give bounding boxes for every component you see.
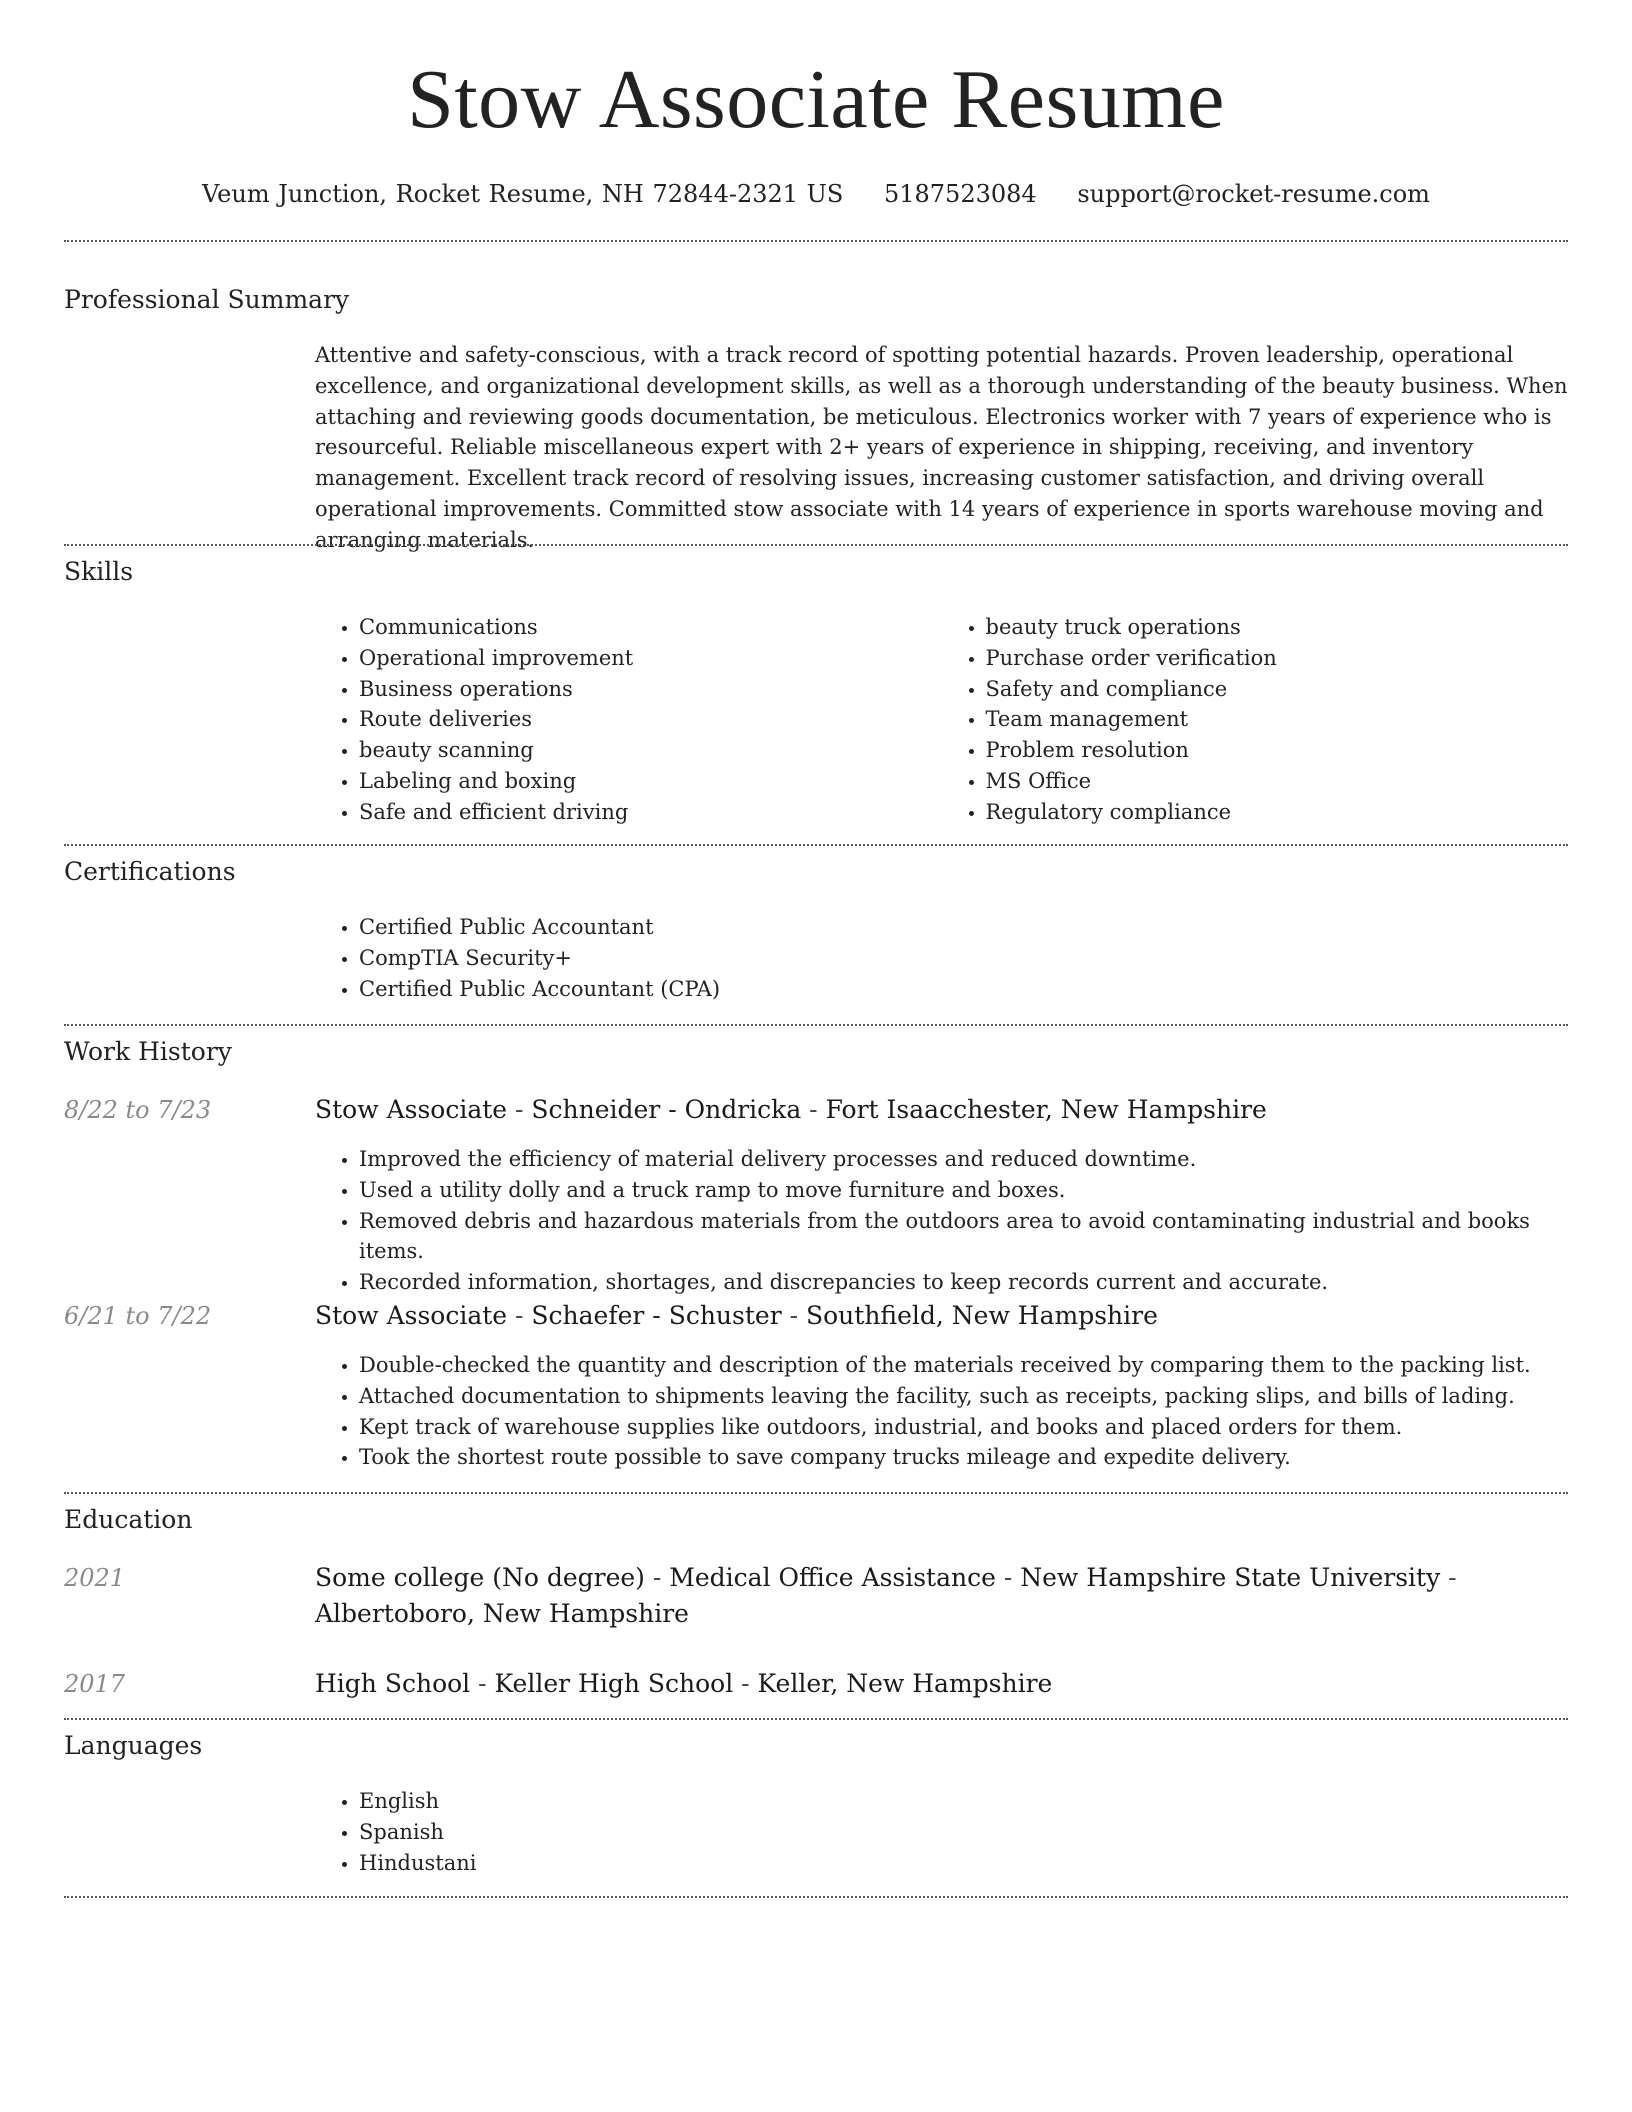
resume-header	[64, 52, 1568, 210]
job-company: Schneider - Ondricka	[531, 1095, 802, 1124]
certifications-heading: Certifications	[64, 857, 236, 886]
education-degree: High School	[315, 1669, 471, 1698]
education-entry: High School - Keller High School - Keller, New Hampshire	[315, 1669, 1053, 1698]
job-dates: 6/21 to 7/22	[64, 1302, 212, 1330]
skill-item: • Regulatory compliance	[986, 797, 1569, 828]
skill-item: • Communications	[359, 612, 942, 643]
skills-heading: Skills	[64, 557, 134, 586]
skill-item: • Labeling and boxing	[359, 766, 942, 797]
skill-item: • Safe and efficient driving	[359, 797, 942, 828]
skill-item: • Safety and compliance	[986, 674, 1569, 705]
language-item: • Hindustani	[359, 1848, 1568, 1879]
section-divider	[64, 544, 1568, 546]
skill-item: • Problem resolution	[986, 735, 1569, 766]
section-divider	[64, 1718, 1568, 1720]
languages-heading: Languages	[64, 1731, 203, 1760]
skill-item: • MS Office	[986, 766, 1569, 797]
job-bullet: • Recorded information, shortages, and discrepancies to keep records current and accurate.	[359, 1267, 1568, 1298]
skill-item: • beauty truck operations	[986, 612, 1569, 643]
language-item: • Spanish	[359, 1817, 1568, 1848]
skill-item: • Business operations	[359, 674, 942, 705]
contact-line	[64, 178, 1568, 210]
skill-item: • Route deliveries	[359, 704, 942, 735]
job-location: Southfield, New Hampshire	[806, 1301, 1158, 1330]
certification-item: • Certified Public Accountant	[359, 912, 1568, 943]
education-heading: Education	[64, 1505, 193, 1534]
certification-item: • CompTIA Security+	[359, 943, 1568, 974]
job-bullet: • Removed debris and hazardous materials from the outdoors area to avoid contaminating industrial and books items.	[359, 1206, 1568, 1268]
job-company: Schaefer - Schuster	[531, 1301, 782, 1330]
job-bullet: • Double-checked the quantity and description of the materials received by comparing them to the packing list.	[359, 1350, 1568, 1381]
contact-email: support@rocket-resume.com	[1077, 180, 1430, 208]
education-location: Keller, New Hampshire	[757, 1669, 1053, 1698]
language-item: • English	[359, 1786, 1568, 1817]
section-divider	[64, 1024, 1568, 1026]
job-bullet: • Used a utility dolly and a truck ramp to move furniture and boxes.	[359, 1175, 1568, 1206]
job-dates: 8/22 to 7/23	[64, 1096, 212, 1124]
education-school: Keller High School	[494, 1669, 734, 1698]
skill-item: • beauty scanning	[359, 735, 942, 766]
job-role: Stow Associate	[315, 1095, 508, 1124]
job-title: Stow Associate - Schaefer - Schuster - Southfield, New Hampshire	[315, 1301, 1158, 1330]
job-bullet: • Kept track of warehouse supplies like outdoors, industrial, and books and placed orders for them.	[359, 1412, 1568, 1443]
languages-list	[315, 1786, 1568, 1878]
education-year: 2021	[64, 1564, 126, 1592]
education-location: Albertoboro, New Hampshire	[315, 1599, 689, 1628]
job-bullets	[315, 1144, 1568, 1298]
education-school: New Hampshire State University	[1020, 1563, 1441, 1592]
contact-phone: 5187523084	[883, 180, 1037, 208]
work-history-heading: Work History	[64, 1037, 232, 1066]
skill-item: • Purchase order verification	[986, 643, 1569, 674]
job-role: Stow Associate	[315, 1301, 508, 1330]
skills-list	[315, 612, 1568, 828]
job-bullet: • Improved the efficiency of material delivery processes and reduced downtime.	[359, 1144, 1568, 1175]
summary-text: Attentive and safety-conscious, with a track record of spotting potential hazards. Proven leadership, operational excellence, and organizational development skills, as well as a thorough understanding of the beauty business. When attaching and reviewing goods documentation, be meticulous. Electronics worker with 7 years of experience who is resourceful. Reliable miscellaneous expert with 2+ years of experience in shipping, receiving, and inventory management. Excellent track record of resolving issues, increasing customer satisfaction, and driving overall operational improvements. Committed stow associate with 14 years of experience in sports warehouse moving and arranging materials.	[315, 343, 1568, 552]
skills-column-left	[315, 612, 942, 828]
job-bullets	[315, 1350, 1568, 1473]
section-divider	[64, 1896, 1568, 1898]
summary-heading: Professional Summary	[64, 285, 350, 314]
education-degree: Some college (No degree)	[315, 1563, 645, 1592]
skill-item: • Operational improvement	[359, 643, 942, 674]
skill-item: • Team management	[986, 704, 1569, 735]
certification-item: • Certified Public Accountant (CPA)	[359, 974, 1568, 1005]
contact-address: Veum Junction, Rocket Resume, NH 72844-2321 US	[202, 180, 844, 208]
section-divider	[64, 240, 1568, 242]
education-year: 2017	[64, 1670, 126, 1698]
job-location: Fort Isaacchester, New Hampshire	[825, 1095, 1267, 1124]
job-bullet: • Attached documentation to shipments leaving the facility, such as receipts, packing slips, and bills of lading.	[359, 1381, 1568, 1412]
education-field: Medical Office Assistance	[669, 1563, 996, 1592]
certifications-list	[315, 912, 1568, 1004]
section-divider	[64, 1492, 1568, 1494]
education-entry: Some college (No degree) - Medical Office Assistance - New Hampshire State University - Albertoboro, New Hampshire	[315, 1563, 1457, 1628]
resume-title: Stow Associate Resume	[407, 53, 1225, 146]
skills-column-right	[942, 612, 1569, 828]
job-bullet: • Took the shortest route possible to save company trucks mileage and expedite delivery.	[359, 1442, 1568, 1473]
job-title: Stow Associate - Schneider - Ondricka - Fort Isaacchester, New Hampshire	[315, 1095, 1267, 1124]
section-divider	[64, 844, 1568, 846]
